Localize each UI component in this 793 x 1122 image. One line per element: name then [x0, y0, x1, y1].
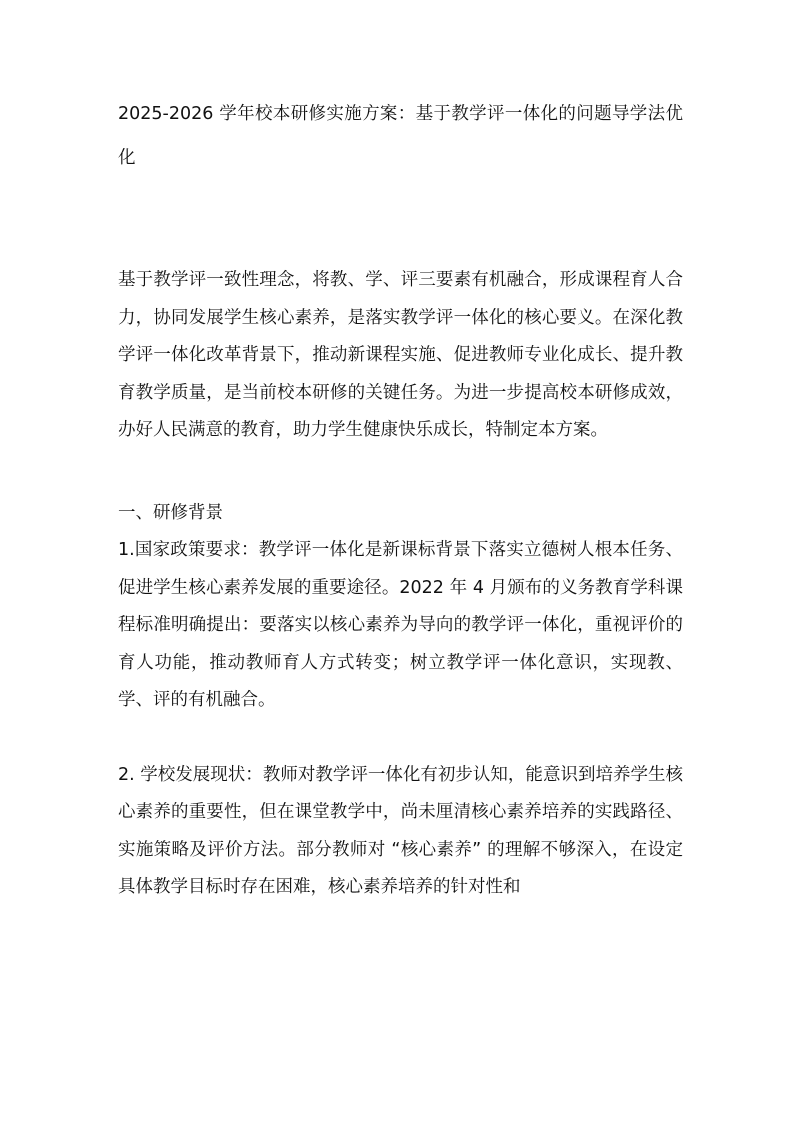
background-item-school-status: 2. 学校发展现状：教师对教学评一体化有初步认知，能意识到培养学生核心素养的重要性，但在课堂教学中，尚未厘清核心素养培养的实践路径、实施策略及评价方法。部分教师对 “核心素养” 的理解不够深入，在设定具体教学目标时存在困难，核心素养培养的针对性和 [118, 764, 683, 897]
document-title: 2025-2026 学年校本研修实施方案：基于教学评一体化的问题导学法优化 [118, 104, 683, 168]
background-item-policy: 1.国家政策要求：教学评一体化是新课标背景下落实立德树人根本任务、促进学生核心素养发展的重要途径。2022 年 4 月颁布的义务教育学科课程标准明确提出：要落实以核心素养为导向的教学评一体化，重视评价的育人功能，推动教师育人方式转变；树立教学评一体化意识，实现教、学、评的有机融合。 [118, 540, 683, 710]
intro-paragraph: 基于教学评一致性理念，将教、学、评三要素有机融合，形成课程育人合力，协同发展学生核心素养，是落实教学评一体化的核心要义。在深化教学评一体化改革背景下，推动新课程实施、促进教师专业化成长、提升教育教学质量，是当前校本研修的关键任务。为进一步提高校本研修成效，办好人民满意的教育，助力学生健康快乐成长，特制定本方案。 [118, 270, 683, 440]
document-body [118, 92, 683, 907]
section-heading-background: 一、研修背景 [118, 502, 223, 523]
